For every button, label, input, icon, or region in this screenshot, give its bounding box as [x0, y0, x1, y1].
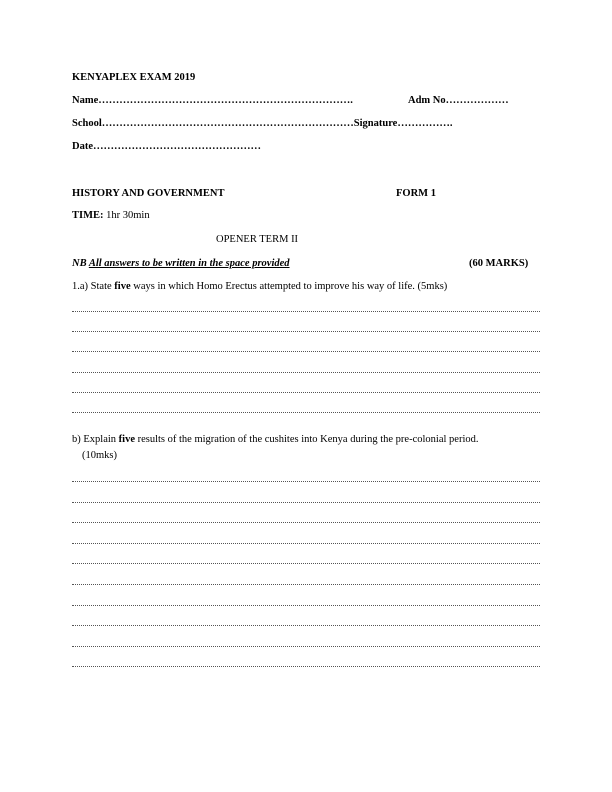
answer-line[interactable]	[72, 392, 540, 393]
time-value: 1hr 30min	[106, 210, 150, 221]
answer-line[interactable]	[72, 502, 540, 503]
question-1a-emphasis: five	[114, 281, 131, 292]
answer-line[interactable]	[72, 481, 540, 482]
answer-line[interactable]	[72, 412, 540, 413]
question-1a-text: ways in which Homo Erectus attempted to improve his way of life. (5mks)	[130, 281, 448, 292]
answer-line[interactable]	[72, 646, 540, 647]
school-signature-field: School………………………………………………………………Signature…………….	[72, 118, 453, 129]
answer-line[interactable]	[72, 625, 540, 626]
name-field: Name……………………………………………………………….	[72, 95, 353, 106]
question-1a-prefix: 1.a) State	[72, 281, 115, 292]
answer-line[interactable]	[72, 543, 540, 544]
answer-line[interactable]	[72, 666, 540, 667]
total-marks: (60 MARKS)	[469, 258, 529, 269]
answer-line[interactable]	[72, 311, 540, 312]
nb-instruction	[72, 258, 290, 269]
question-1a	[72, 281, 447, 292]
date-field: Date…………………………………………	[72, 141, 261, 152]
form-label: FORM 1	[396, 188, 436, 199]
nb-text: All answers to be written in the space provided	[88, 258, 290, 269]
nb-label: NB	[72, 258, 87, 269]
answer-line[interactable]	[72, 563, 540, 564]
time-row	[72, 210, 150, 221]
term-label: OPENER TERM II	[216, 234, 299, 245]
subject-title: HISTORY AND GOVERNMENT	[72, 188, 225, 199]
answer-line[interactable]	[72, 522, 540, 523]
question-1b-text: results of the migration of the cushites into Kenya during the pre-colonial period.	[134, 434, 479, 445]
question-1b-prefix: b) Explain	[72, 434, 119, 445]
answer-line[interactable]	[72, 331, 540, 332]
time-label: TIME:	[72, 210, 104, 221]
answer-line[interactable]	[72, 605, 540, 606]
question-1b-marks: (10mks)	[82, 450, 117, 461]
answer-line[interactable]	[72, 351, 540, 352]
answer-line[interactable]	[72, 372, 540, 373]
question-1b-emphasis: five	[118, 434, 135, 445]
adm-no-field: Adm No………………	[408, 95, 509, 106]
answer-line[interactable]	[72, 584, 540, 585]
question-1b	[72, 434, 478, 445]
exam-title: KENYAPLEX EXAM 2019	[72, 72, 196, 83]
